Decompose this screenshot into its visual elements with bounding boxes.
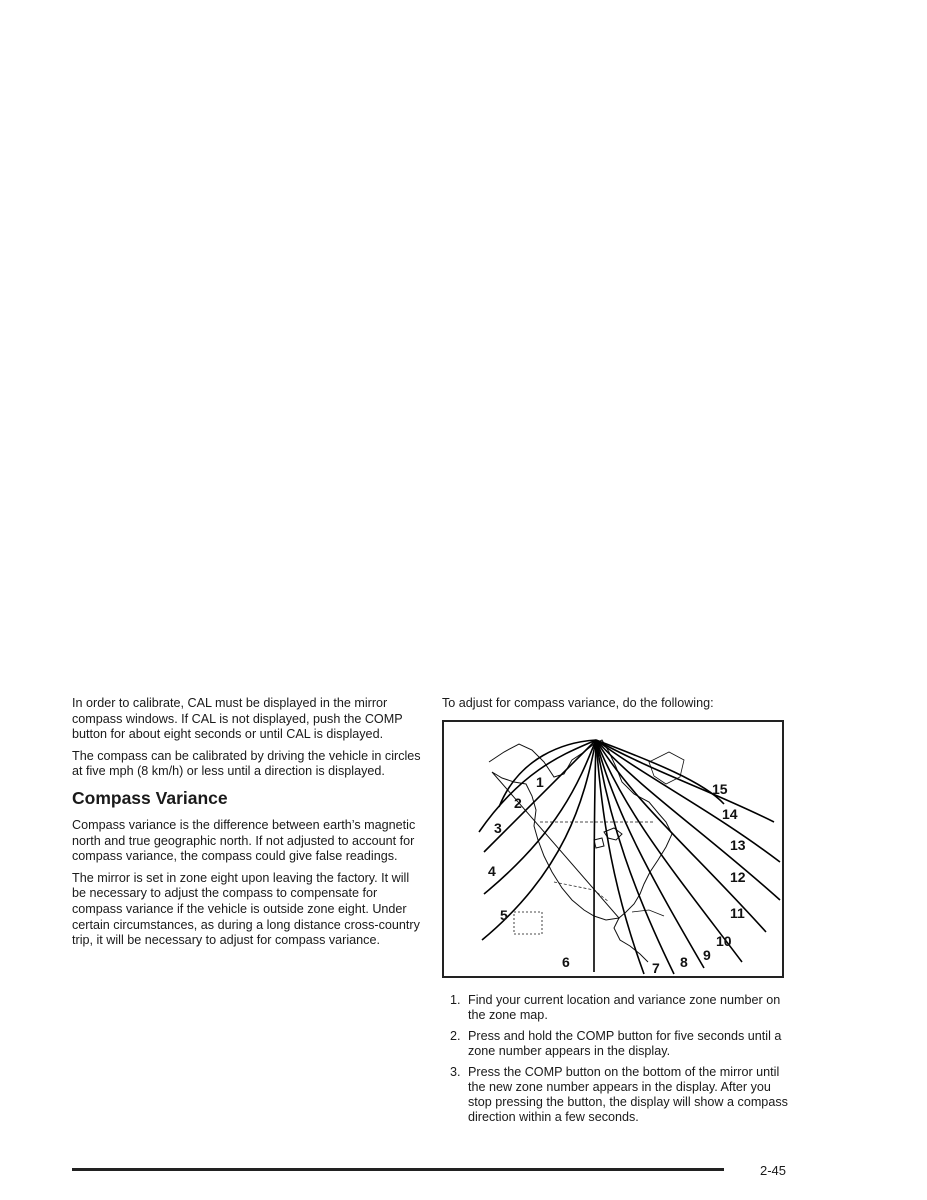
step-text: Find your current location and variance zone number on the zone map.	[468, 993, 781, 1022]
zone-eight-paragraph: The mirror is set in zone eight upon leaving the factory. It will be necessary to adjust the compass to compensate for compass variance if the vehicle is outside zone eight. Under certain circumstances, as during a long distance cross-country trip, it will be necessary to adjust for compass variance.	[72, 870, 420, 948]
hawaii-inset	[514, 912, 542, 934]
cuba	[632, 910, 664, 916]
zone-line-14	[596, 740, 774, 822]
circle-paragraph: The compass can be calibrated by driving the vehicle in circles at five mph (8 km/h) or less until a direction is displayed.	[72, 748, 421, 779]
variance-lines	[479, 740, 780, 974]
zone-label-8: 8	[680, 954, 688, 970]
calibrate-paragraph: In order to calibrate, CAL must be displayed in the mirror compass windows. If CAL is not displayed, push the COMP button for about eight seconds or until CAL is displayed.	[72, 696, 403, 742]
zone-label-4: 4	[488, 863, 496, 879]
zone-label-14: 14	[722, 806, 738, 822]
zone-label-10: 10	[716, 933, 732, 949]
step-item	[450, 1065, 795, 1125]
left-column	[72, 696, 422, 955]
right-column-intro	[442, 696, 792, 718]
zone-label-7: 7	[652, 960, 660, 976]
step-number: 3.	[450, 1065, 461, 1079]
zone-label-3: 3	[494, 820, 502, 836]
step-item	[450, 993, 795, 1023]
variance-definition: Compass variance is the difference between earth’s magnetic north and true geographic north. If not adjusted to account for compass variance, the compass could give false readings.	[72, 817, 416, 864]
zone-label-2: 2	[514, 795, 522, 811]
zone-label-15: 15	[712, 781, 728, 797]
step-number: 2.	[450, 1029, 461, 1043]
zone-map	[442, 720, 784, 978]
step-text: Press the COMP button on the bottom of the mirror until the new zone number appears in the display. After you stop pressing the button, the display will show a compass direction within a few seconds.	[468, 1065, 788, 1124]
zone-label-5: 5	[500, 907, 508, 923]
zone-line-4	[484, 740, 596, 894]
footer-rule	[72, 1168, 724, 1171]
zone-label-12: 12	[730, 869, 746, 885]
step-text: Press and hold the COMP button for five seconds until a zone number appears in the display.	[468, 1029, 782, 1058]
zone-line-10	[596, 740, 742, 962]
section-heading: Compass Variance	[72, 787, 228, 808]
zone-line-13	[596, 740, 780, 862]
page-number: 2-45	[760, 1163, 787, 1178]
zone-line-6	[594, 740, 596, 972]
zone-label-9: 9	[703, 947, 711, 963]
zone-map-svg	[444, 722, 782, 976]
step-number: 1.	[450, 993, 461, 1007]
step-item	[450, 1029, 795, 1059]
zone-label-13: 13	[730, 837, 746, 853]
steps-list	[450, 993, 795, 1131]
intro-text: To adjust for compass variance, do the following:	[442, 696, 714, 710]
zone-label-6: 6	[562, 954, 570, 970]
zone-label-1: 1	[536, 774, 544, 790]
border-mexico	[554, 882, 609, 902]
zone-label-11: 11	[730, 905, 745, 921]
